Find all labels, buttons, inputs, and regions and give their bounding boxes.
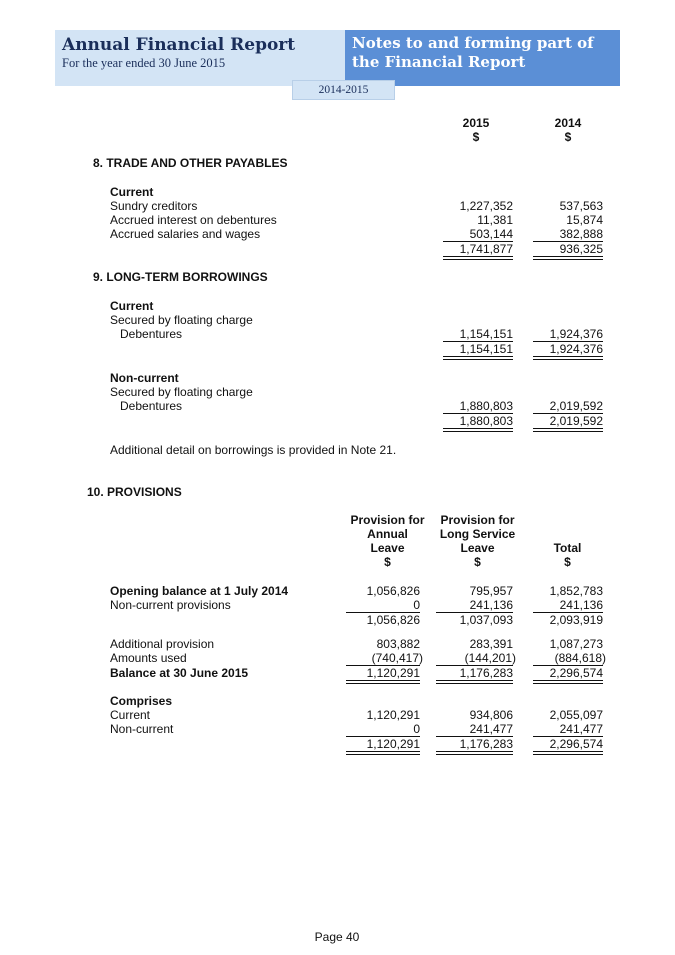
provisions-row-annual: (740,417) [371, 651, 423, 665]
col-annual-header: Provision for [350, 513, 425, 527]
note8-row-2015: 11,381 [477, 213, 513, 227]
provisions-subtotal-total: 2,093,919 [549, 613, 603, 627]
note9-noncurrent-total-2014: 2,019,592 [549, 414, 603, 428]
note8-row-2014: 15,874 [566, 213, 603, 227]
col-long-header: $ [474, 555, 481, 569]
note9-noncurrent-secured: Secured by floating charge [110, 385, 253, 399]
report-subtitle: For the year ended 30 June 2015 [62, 56, 226, 70]
total-double-rule [443, 428, 513, 432]
total-double-rule [533, 256, 603, 260]
provisions-row-label: Non-current provisions [110, 598, 231, 612]
note9-current-total-2015: 1,154,151 [459, 342, 513, 356]
col-long-header: Leave [460, 541, 495, 555]
comprises-row-long: 241,477 [469, 722, 513, 736]
provisions-row-label: Amounts used [110, 651, 187, 665]
note9-current-heading: Current [110, 299, 154, 313]
col-total-header: $ [564, 555, 571, 569]
provisions-row-long: 795,957 [469, 584, 513, 598]
comprises-row-annual: 1,120,291 [366, 708, 420, 722]
comprises-total-annual: 1,120,291 [366, 737, 420, 751]
note8-total-2014: 936,325 [559, 242, 603, 256]
provisions-row-long: (144,201) [464, 651, 516, 665]
comprises-row-label: Current [110, 708, 151, 722]
year-tab: 2014-2015 [292, 80, 395, 100]
comprises-row-annual: 0 [413, 722, 420, 736]
col-total-header: Total [553, 541, 582, 555]
note9-current-total-2014: 1,924,376 [549, 342, 603, 356]
total-double-rule [346, 680, 420, 684]
col-header-2014-currency: $ [564, 130, 572, 144]
note8-row-2014: 537,563 [559, 199, 603, 213]
provisions-row-label: Opening balance at 1 July 2014 [110, 584, 289, 598]
comprises-row-total: 241,477 [559, 722, 603, 736]
provisions-subtotal-long: 1,037,093 [459, 613, 513, 627]
note9-current-debentures: Debentures [120, 327, 183, 341]
provisions-row-annual: 0 [413, 598, 420, 612]
col-header-2015: 2015 [462, 116, 490, 130]
note8-row-label: Sundry creditors [110, 199, 198, 213]
note8-subheading: Current [110, 185, 154, 199]
provisions-row-label: Additional provision [110, 637, 215, 651]
col-header-2014: 2014 [554, 116, 582, 130]
note9-noncurrent-2015: 1,880,803 [459, 399, 513, 413]
provisions-row-total: 1,852,783 [549, 584, 603, 598]
provisions-balance-label: Balance at 30 June 2015 [110, 666, 249, 680]
provisions-row-total: 1,087,273 [549, 637, 603, 651]
provisions-balance-total: 2,296,574 [549, 666, 603, 680]
col-long-header: Long Service [439, 527, 516, 541]
comprises-heading: Comprises [110, 694, 173, 708]
provisions-row-total: (884,618) [554, 651, 606, 665]
provisions-balance-annual: 1,120,291 [366, 666, 420, 680]
provisions-row-total: 241,136 [559, 598, 603, 612]
comprises-row-long: 934,806 [469, 708, 513, 722]
col-annual-header: $ [384, 555, 391, 569]
note9-noncurrent-heading: Non-current [110, 371, 179, 385]
note9-noncurrent-2014: 2,019,592 [549, 399, 603, 413]
note8-heading: 8. TRADE AND OTHER PAYABLES [93, 156, 288, 170]
total-double-rule [346, 751, 420, 755]
total-double-rule [436, 751, 513, 755]
note9-heading: 9. LONG-TERM BORROWINGS [93, 270, 268, 284]
note9-noncurrent-debentures: Debentures [120, 399, 183, 413]
provisions-balance-long: 1,176,283 [459, 666, 513, 680]
note8-total-2015: 1,741,877 [459, 242, 513, 256]
provisions-row-long: 283,391 [469, 637, 513, 651]
note10-heading: 10. PROVISIONS [87, 485, 182, 499]
total-double-rule [436, 680, 513, 684]
comprises-total-long: 1,176,283 [459, 737, 513, 751]
comprises-total-total: 2,296,574 [549, 737, 603, 751]
note8-row-2015: 503,144 [469, 227, 513, 241]
note9-noncurrent-total-2015: 1,880,803 [459, 414, 513, 428]
comprises-row-label: Non-current [110, 722, 174, 736]
col-header-2015-currency: $ [472, 130, 480, 144]
provisions-row-annual: 803,882 [376, 637, 420, 651]
total-double-rule [533, 680, 603, 684]
total-double-rule [533, 428, 603, 432]
note8-row-label: Accrued interest on debentures [110, 213, 277, 227]
total-double-rule [533, 356, 603, 360]
borrowings-note: Additional detail on borrowings is provided in Note 21. [110, 443, 397, 457]
note9-current-2014: 1,924,376 [549, 327, 603, 341]
col-annual-header: Annual [367, 527, 408, 541]
col-long-header: Provision for [440, 513, 515, 527]
note8-row-2015: 1,227,352 [459, 199, 513, 213]
total-double-rule [443, 256, 513, 260]
note9-current-secured: Secured by floating charge [110, 313, 253, 327]
col-annual-header: Leave [370, 541, 405, 555]
report-title: Annual Financial Report [62, 35, 296, 55]
provisions-row-annual: 1,056,826 [366, 584, 420, 598]
note8-row-2014: 382,888 [559, 227, 603, 241]
page-number: Page 40 [314, 930, 360, 944]
provisions-row-long: 241,136 [469, 598, 513, 612]
provisions-subtotal-annual: 1,056,826 [366, 613, 420, 627]
note9-current-2015: 1,154,151 [459, 327, 513, 341]
note8-row-label: Accrued salaries and wages [110, 227, 261, 241]
section-title: Notes to and forming part of the Financial Report [352, 34, 594, 71]
total-double-rule [533, 751, 603, 755]
total-double-rule [443, 356, 513, 360]
comprises-row-total: 2,055,097 [549, 708, 603, 722]
